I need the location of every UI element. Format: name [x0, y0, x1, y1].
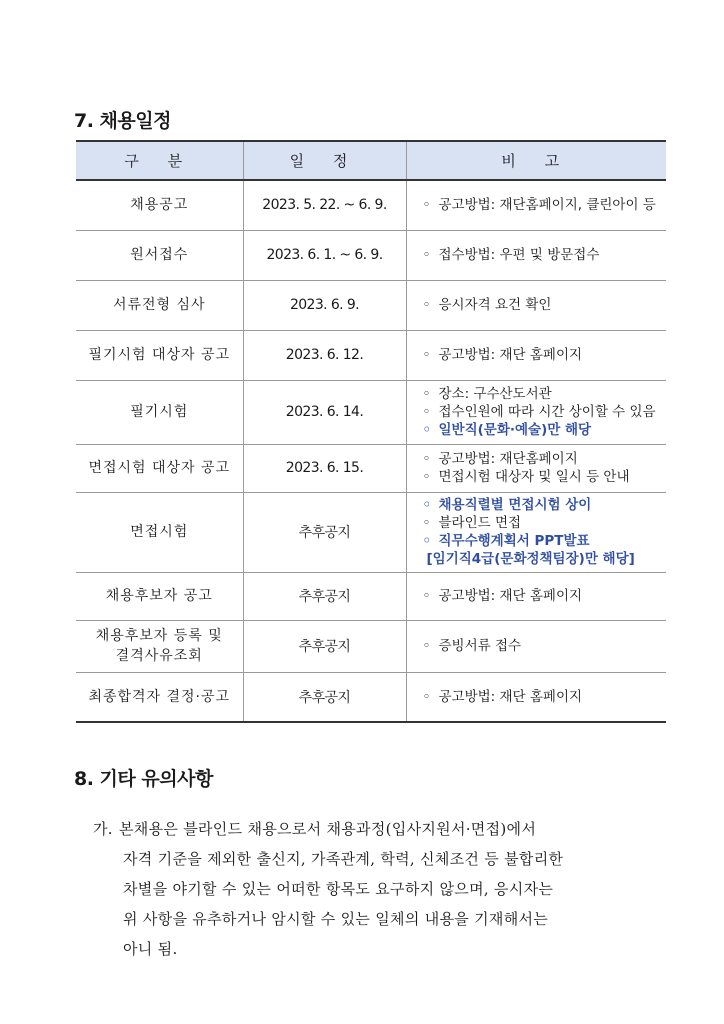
bullet-icon: ◦: [422, 197, 431, 214]
bullet-icon: ◦: [422, 404, 431, 420]
row-date: 2023. 6. 12.: [243, 330, 406, 380]
table-row: [76, 672, 666, 722]
row-category: 면접시험 대상자 공고: [76, 444, 243, 492]
row-notes: [406, 492, 666, 572]
row-category: 면접시험: [76, 492, 243, 572]
note-text: 면접시험 대상자 및 일시 등 안내: [438, 469, 630, 485]
table-row: [76, 444, 666, 492]
note-line: [423, 296, 667, 314]
note-line: [423, 587, 667, 605]
row-date: 추후공지: [243, 672, 406, 722]
note-text: 공고방법: 재단 홈페이지: [438, 347, 583, 363]
row-date: 2023. 6. 14.: [243, 380, 406, 444]
bullet-icon: ◦: [422, 451, 431, 467]
paragraph-line: 위 사항을 유추하거나 암시할 수 있는 일체의 내용을 기재해서는: [123, 910, 549, 928]
notice-item: [93, 814, 673, 964]
table-row: [76, 280, 666, 330]
row-category: 원서접수: [76, 230, 243, 280]
header-date: 일 정: [243, 141, 406, 180]
note-text: 접수방법: 우편 및 방문접수: [438, 247, 600, 263]
note-line: [423, 450, 667, 468]
bullet-icon: ◦: [422, 469, 431, 485]
row-category: 채용후보자 공고: [76, 572, 243, 620]
bullet-icon: ◦: [422, 515, 431, 531]
row-notes: [406, 380, 666, 444]
table-header-row: [76, 141, 666, 180]
paragraph-line: 아니 됨.: [123, 940, 178, 958]
row-date: 추후공지: [243, 492, 406, 572]
note-text: 공고방법: 재단홈페이지: [438, 451, 578, 467]
row-category-line: 결격사유조회: [115, 648, 203, 664]
note-text: 공고방법: 재단 홈페이지: [438, 688, 583, 705]
row-notes: [406, 620, 666, 672]
table-row: [76, 230, 666, 280]
note-text: 블라인드 면접: [438, 515, 522, 531]
section-7-title: 7. 채용일정: [74, 110, 171, 132]
note-text: 장소: 구수산도서관: [438, 386, 552, 402]
item-marker: 가.: [93, 820, 113, 838]
note-line: [423, 532, 667, 550]
row-notes: [406, 444, 666, 492]
row-category: 서류전형 심사: [76, 280, 243, 330]
row-notes: [406, 230, 666, 280]
row-date: 2023. 6. 9.: [243, 280, 406, 330]
paragraph-line: 차별을 야기할 수 있는 어떠한 항목도 요구하지 않으며, 응시자는: [123, 880, 554, 898]
note-line: [423, 385, 667, 403]
note-text: 공고방법: 재단홈페이지, 클린아이 등: [438, 197, 656, 214]
bullet-icon: ◦: [422, 422, 432, 438]
row-category: 채용공고: [76, 180, 243, 230]
header-category: 구 분: [76, 141, 243, 180]
row-category-line: 채용후보자 등록 및: [95, 628, 223, 644]
paragraph-line: 자격 기준을 제외한 출신지, 가족관계, 학력, 신체조건 등 불합리한: [123, 850, 564, 868]
note-line: [423, 196, 667, 214]
note-line: [423, 246, 667, 264]
row-date: 추후공지: [243, 620, 406, 672]
note-text: 접수인원에 따라 시간 상이할 수 있음: [438, 404, 656, 420]
row-notes: [406, 672, 666, 722]
bullet-icon: ◦: [422, 638, 431, 654]
bullet-icon: ◦: [422, 247, 431, 263]
header-notes: 비 고: [406, 141, 666, 180]
row-category: [76, 620, 243, 672]
paragraph-line: 본채용은 블라인드 채용으로서 채용과정(입사지원서·면접)에서: [119, 820, 537, 838]
note-text: 증빙서류 접수: [438, 638, 522, 654]
note-line: [423, 688, 667, 706]
note-line: [423, 468, 667, 486]
table-row: [76, 572, 666, 620]
row-category: 필기시험: [76, 380, 243, 444]
table-row: [76, 330, 666, 380]
row-notes: [406, 280, 666, 330]
note-text: 채용직렬별 면접시험 상이: [438, 497, 592, 513]
note-line: [423, 421, 667, 439]
note-text: 응시자격 요건 확인: [438, 297, 552, 313]
bullet-icon: ◦: [422, 297, 431, 313]
row-notes: [406, 330, 666, 380]
notice-item-text: [119, 814, 673, 964]
note-line: [423, 346, 667, 364]
row-date: 2023. 6. 1. ~ 6. 9.: [243, 230, 406, 280]
bullet-icon: ◦: [422, 386, 431, 402]
note-line: [423, 403, 667, 421]
note-line: [423, 550, 667, 568]
bullet-icon: ◦: [422, 347, 431, 363]
note-line: [423, 496, 667, 514]
row-date: 2023. 6. 15.: [243, 444, 406, 492]
table-row: [76, 380, 666, 444]
bullet-icon: ◦: [422, 533, 432, 549]
note-line: [423, 637, 667, 655]
note-text: 직무수행계획서 PPT발표: [438, 533, 590, 549]
note-line: [423, 514, 667, 532]
table-row: [76, 492, 666, 572]
row-date: 2023. 5. 22. ~ 6. 9.: [243, 180, 406, 230]
note-text: 일반직(문화·예술)만 해당: [438, 422, 592, 438]
bullet-icon: ◦: [422, 588, 431, 604]
row-category: 필기시험 대상자 공고: [76, 330, 243, 380]
row-date: 추후공지: [243, 572, 406, 620]
section-8-title: 8. 기타 유의사항: [74, 768, 213, 790]
note-text: 공고방법: 재단 홈페이지: [438, 588, 583, 604]
row-category: 최종합격자 결정·공고: [76, 672, 243, 722]
recruitment-schedule-table: [76, 140, 666, 723]
row-notes: [406, 572, 666, 620]
bullet-icon: ◦: [422, 497, 432, 513]
table-row: [76, 620, 666, 672]
row-notes: [406, 180, 666, 230]
table-row: [76, 180, 666, 230]
note-text: [임기직4급(문화정책팀장)만 해당]: [426, 551, 635, 567]
bullet-icon: ◦: [422, 688, 431, 705]
